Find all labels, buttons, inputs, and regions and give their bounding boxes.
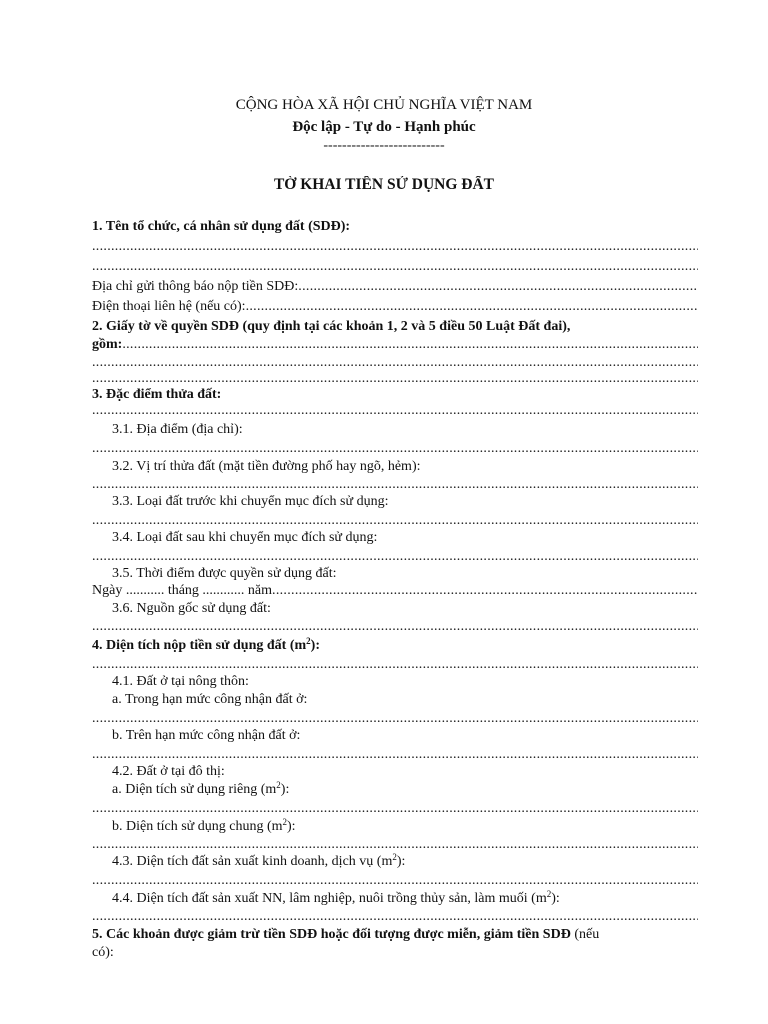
form-title: TỜ KHAI TIỀN SỬ DỤNG ĐẤT <box>273 176 495 193</box>
fill-line[interactable] <box>92 746 698 764</box>
item-4-2-label: 4.2. Đất ở tại đô thị: <box>112 764 225 779</box>
date-label: Ngày ........... tháng ............ năm <box>92 583 273 598</box>
section-2-heading: 2. Giấy tờ về quyền SDĐ (quy định tại các khoản 1, 2 và 5 điều 50 Luật Đất đai), <box>92 319 571 334</box>
fill-line[interactable] <box>92 402 698 420</box>
section-5-heading-cont: có): <box>92 945 114 960</box>
fill-line[interactable] <box>92 836 698 854</box>
item-4-2b-label: b. Diện tích sử dụng chung $(m^2)$: <box>112 818 296 834</box>
fill-line[interactable] <box>92 476 698 494</box>
header-separator: -------------------------- <box>323 138 445 153</box>
fill-line[interactable] <box>92 238 698 256</box>
address-label: Địa chỉ gửi thông báo nộp tiền SDĐ: <box>92 279 299 294</box>
fill-line[interactable] <box>92 258 698 276</box>
section-4-heading: 4. Diện tích nộp tiền sử dụng đất $(m^2)$: <box>92 637 320 653</box>
fill-line[interactable] <box>92 440 698 458</box>
item-4-2a-label: a. Diện tích sử dụng riêng $(m^2)$: <box>112 781 290 797</box>
item-3-1-label: 3.1. Địa điểm (địa chỉ): <box>112 422 243 437</box>
national-title: CỘNG HÒA XÃ HỘI CHỦ NGHĨA VIỆT NAM <box>235 97 533 113</box>
address-field[interactable] <box>92 278 698 296</box>
item-4-3-label: 4.3. Diện tích đất sản xuất kinh doanh, dịch vụ $(m^2)$: <box>112 853 406 869</box>
section-3-heading: 3. Đặc điểm thửa đất: <box>92 387 222 402</box>
fill-line[interactable] <box>92 800 698 818</box>
fill-line[interactable] <box>92 710 698 728</box>
section-5-heading: 5. Các khoản được giảm trừ tiền SDĐ hoặc đối tượng được miễn, giảm tiền SDĐ (nếu <box>92 927 600 942</box>
fill-line[interactable] <box>92 548 698 566</box>
section-2-heading-cont: gồm: <box>92 337 123 352</box>
fill-line[interactable] <box>92 512 698 530</box>
fill-line[interactable] <box>92 872 698 890</box>
fill-line[interactable] <box>92 656 698 674</box>
item-4-1b-label: b. Trên hạn mức công nhận đất ở: <box>112 728 301 743</box>
item-3-3-label: 3.3. Loại đất trước khi chuyển mục đích sử dụng: <box>112 494 389 509</box>
item-4-1a-label: a. Trong hạn mức công nhận đất ở: <box>112 692 308 707</box>
fill-line[interactable] <box>92 618 698 636</box>
item-4-1-label: 4.1. Đất ở tại nông thôn: <box>112 674 249 689</box>
item-3-2-label: 3.2. Vị trí thửa đất (mặt tiền đường phố hay ngõ, hẻm): <box>112 459 421 474</box>
phone-label: Điện thoại liên hệ (nếu có): <box>92 299 246 314</box>
phone-field[interactable] <box>92 298 698 316</box>
motto: Độc lập - Tự do - Hạnh phúc <box>292 119 476 135</box>
item-3-6-label: 3.6. Nguồn gốc sử dụng đất: <box>112 601 271 616</box>
item-3-5-label: 3.5. Thời điểm được quyền sử dụng đất: <box>112 566 337 581</box>
date-field[interactable] <box>92 582 698 600</box>
fill-line[interactable] <box>92 908 698 926</box>
item-3-4-label: 3.4. Loại đất sau khi chuyển mục đích sử dụng: <box>112 530 378 545</box>
section-1-heading: 1. Tên tổ chức, cá nhân sử dụng đất (SDĐ): <box>92 219 351 234</box>
item-4-4-label: 4.4. Diện tích đất sản xuất NN, lâm nghiệp, nuôi trồng thủy sản, làm muối $(m^2)$: <box>112 890 560 906</box>
documents-field[interactable] <box>92 336 698 354</box>
